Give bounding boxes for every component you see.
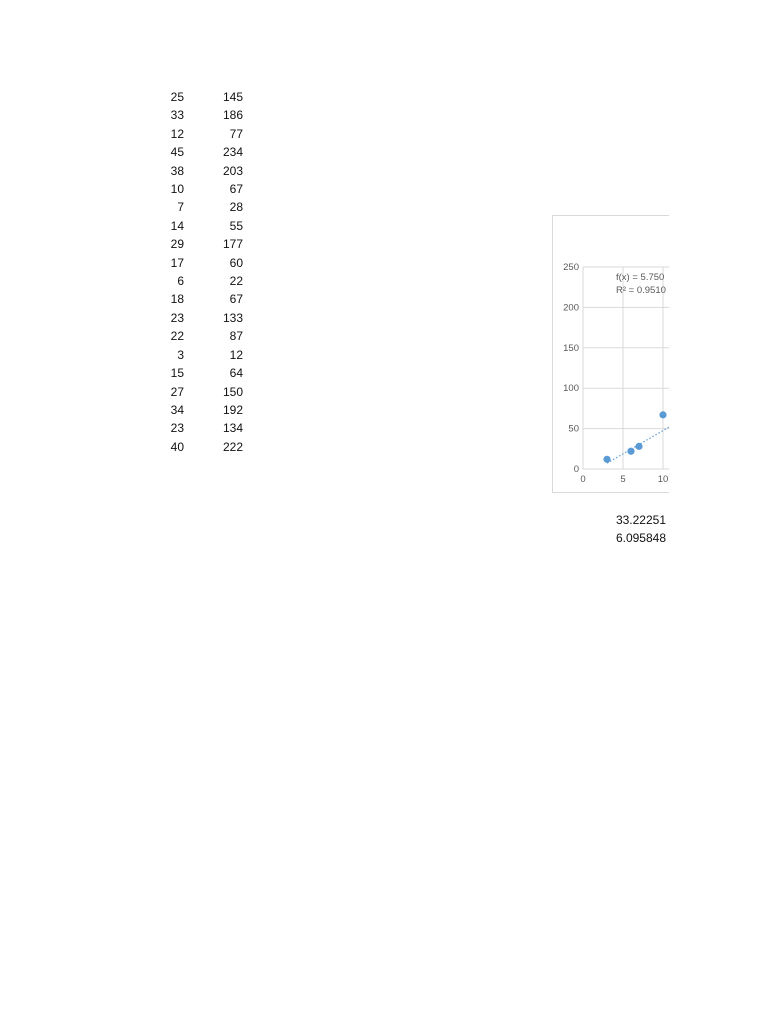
cell-x[interactable]: 18	[170, 292, 184, 307]
cell-x[interactable]: 15	[170, 366, 184, 381]
x-tick-label: 5	[620, 474, 626, 485]
table-row	[150, 438, 243, 456]
table-row	[150, 88, 243, 106]
cell-x[interactable]: 6	[177, 274, 184, 289]
cell-x[interactable]: 7	[177, 200, 184, 215]
cell-y[interactable]: 134	[222, 421, 243, 436]
trendline	[607, 403, 669, 463]
cell-x[interactable]: 40	[170, 439, 184, 454]
cell-x[interactable]: 29	[170, 237, 184, 252]
cell-y[interactable]: 222	[222, 439, 243, 454]
chart-trendline-layer	[607, 403, 669, 463]
cell-x[interactable]: 17	[170, 255, 184, 270]
chart-points	[603, 276, 669, 463]
table-row	[150, 309, 243, 327]
cell-y[interactable]: 150	[222, 384, 243, 399]
x-tick-label: 0	[580, 474, 586, 485]
scatter-chart[interactable]	[552, 215, 669, 493]
data-point	[659, 411, 666, 418]
cell-x[interactable]: 3	[177, 347, 184, 362]
trendline-r-squared: R² = 0.9510	[616, 285, 666, 296]
data-point	[603, 456, 610, 463]
y-tick-label: 150	[563, 342, 579, 354]
cell-x[interactable]: 14	[170, 218, 184, 233]
cell-y[interactable]: 186	[222, 108, 243, 123]
cell-y[interactable]: 203	[222, 163, 243, 178]
cell-x[interactable]: 34	[170, 402, 184, 417]
table-row	[150, 401, 243, 419]
cell-x[interactable]: 10	[170, 182, 184, 197]
table-row	[150, 419, 243, 437]
y-tick-label: 0	[573, 464, 579, 475]
cell-x[interactable]: 27	[170, 384, 184, 399]
table-row	[150, 235, 243, 253]
data-point	[627, 448, 634, 455]
cell-y[interactable]: 77	[229, 126, 243, 141]
result-value-1: 33.22251	[615, 513, 666, 527]
data-point	[635, 443, 642, 450]
cell-y[interactable]: 55	[229, 218, 243, 233]
table-row	[150, 364, 243, 382]
cell-y[interactable]: 177	[222, 237, 243, 252]
table-row	[150, 327, 243, 345]
table-row	[150, 125, 243, 143]
table-row	[150, 290, 243, 308]
cell-y[interactable]: 133	[222, 310, 243, 325]
table-row	[150, 198, 243, 216]
y-tick-label: 250	[563, 262, 579, 273]
cell-x[interactable]: 25	[170, 90, 184, 104]
data-table-body	[150, 88, 243, 456]
cell-y[interactable]: 64	[229, 366, 243, 381]
table-row	[150, 254, 243, 272]
cell-y[interactable]: 67	[229, 292, 243, 307]
cell-y[interactable]: 192	[222, 402, 243, 417]
cell-y[interactable]: 145	[222, 90, 243, 104]
x-tick-label: 10	[657, 474, 669, 485]
cell-y[interactable]: 67	[229, 182, 243, 197]
trendline-equation: f(x) = 5.750	[616, 272, 665, 283]
table-row	[150, 217, 243, 235]
result-value-2: 6.095848	[615, 531, 666, 545]
cell-x[interactable]: 22	[170, 329, 184, 344]
cell-x[interactable]: 38	[170, 163, 184, 178]
y-tick-label: 100	[563, 383, 579, 395]
cell-y[interactable]: 234	[222, 145, 243, 160]
cell-x[interactable]: 33	[170, 108, 184, 123]
y-tick-label: 50	[568, 423, 579, 435]
cell-x[interactable]: 45	[170, 145, 184, 160]
cell-y[interactable]: 28	[229, 200, 243, 215]
cell-x[interactable]: 23	[170, 310, 184, 325]
y-tick-label: 200	[563, 302, 579, 314]
table-row	[150, 383, 243, 401]
chart-svg	[553, 216, 669, 492]
cell-y[interactable]: 12	[229, 347, 243, 362]
table-row	[150, 162, 243, 180]
table-row	[150, 106, 243, 124]
cell-x[interactable]: 23	[170, 421, 184, 436]
table-row	[150, 180, 243, 198]
table-row	[150, 346, 243, 364]
chart-gridlines	[583, 267, 669, 469]
data-table	[150, 88, 243, 456]
table-row	[150, 272, 243, 290]
cell-y[interactable]: 22	[229, 274, 243, 289]
cell-x[interactable]: 12	[170, 126, 184, 141]
table-row	[150, 143, 243, 161]
cell-y[interactable]: 60	[229, 255, 243, 270]
cell-y[interactable]: 87	[229, 329, 243, 344]
